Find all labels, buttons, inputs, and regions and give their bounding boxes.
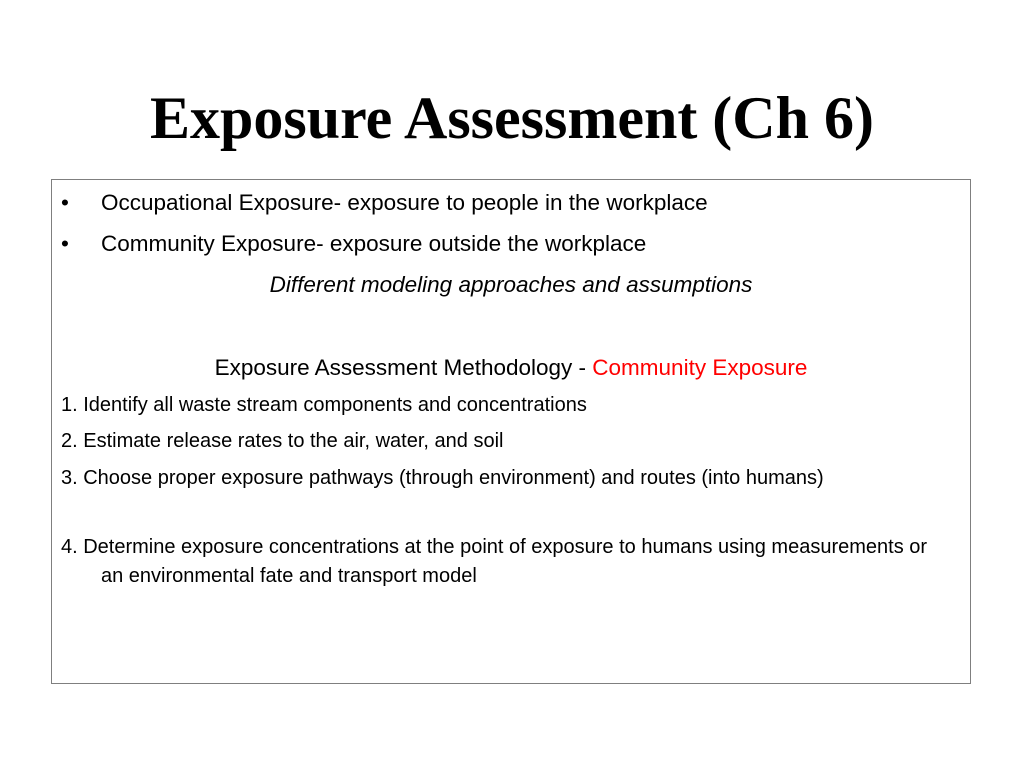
step-item: 3. Choose proper exposure pathways (through environment) and routes (into humans) (61, 467, 824, 489)
bullet-marker: • (61, 190, 69, 215)
slide-title: Exposure Assessment (Ch 6) (150, 85, 874, 151)
bullet-text: Community Exposure- exposure outside the workplace (101, 231, 647, 256)
content-box (51, 179, 971, 684)
bullet-item (61, 190, 708, 216)
step-item: 4. Determine exposure concentrations at the point of exposure to humans using measurements or an environmental fate and transport model (61, 536, 928, 587)
step-item: 2. Estimate release rates to the air, water, and soil (61, 430, 504, 452)
bullet-text: Occupational Exposure- exposure to people in the workplace (101, 190, 708, 215)
bullet-marker: • (61, 231, 69, 256)
methodology-heading (52, 355, 970, 381)
methodology-prefix: Exposure Assessment Methodology - (214, 355, 593, 380)
modeling-note: Different modeling approaches and assumptions (269, 272, 753, 297)
methodology-highlight: Community Exposure (592, 355, 808, 380)
step-item: 1. Identify all waste stream components and concentrations (61, 394, 587, 416)
bullet-item (61, 231, 646, 257)
